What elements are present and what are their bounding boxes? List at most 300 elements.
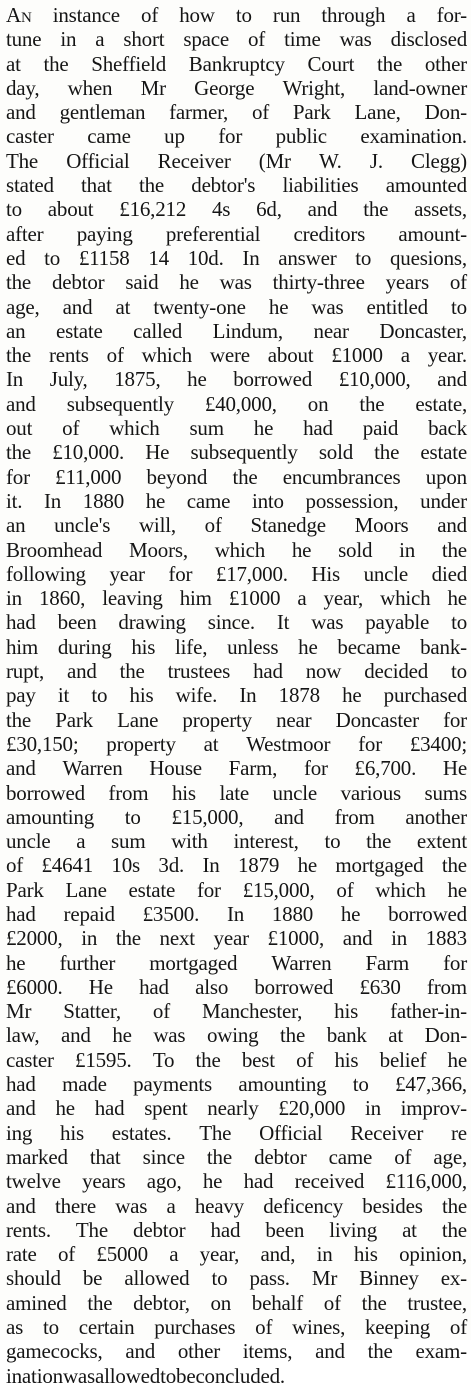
word: The <box>199 1120 232 1145</box>
word: he <box>179 270 199 295</box>
word: years <box>82 1169 126 1194</box>
word: spent <box>144 1096 188 1121</box>
word: at <box>6 51 21 76</box>
word: The <box>75 1217 108 1242</box>
word: since. <box>207 610 255 635</box>
article-line <box>6 562 467 586</box>
word: owing <box>206 1023 259 1048</box>
word: land-owner <box>373 75 467 100</box>
word: another <box>405 804 467 829</box>
word: estate, <box>415 391 467 416</box>
word: of <box>141 3 159 27</box>
word: W. <box>318 148 342 173</box>
word: preferential <box>165 221 261 246</box>
word: behalf <box>251 1290 304 1315</box>
word: In <box>202 853 220 878</box>
word: year, <box>199 1242 240 1267</box>
article-line <box>6 610 467 634</box>
word: and <box>6 391 36 416</box>
word: of <box>449 270 467 295</box>
word: heavy <box>194 1193 244 1218</box>
word: for <box>6 464 30 489</box>
word: 10s <box>111 853 140 878</box>
word: after <box>6 221 44 246</box>
word: bank- <box>420 634 467 659</box>
word: Binney <box>359 1266 419 1291</box>
word: rate <box>6 1242 37 1267</box>
article-line <box>6 538 467 562</box>
word: the <box>195 1047 221 1072</box>
word: and <box>6 1096 36 1121</box>
word: he <box>145 488 166 513</box>
word: at <box>203 731 219 756</box>
word: Lane <box>117 707 159 732</box>
word: £11,000 <box>55 464 122 489</box>
word: that <box>89 1144 121 1169</box>
word: In <box>6 367 24 392</box>
word: the <box>280 1023 306 1048</box>
word: will, <box>138 513 176 538</box>
article-line <box>6 1218 467 1242</box>
article-line <box>6 52 467 76</box>
word: his <box>334 1047 359 1072</box>
article-line <box>6 902 467 926</box>
word: opinion, <box>399 1242 467 1267</box>
word: the <box>441 1217 467 1242</box>
word: and <box>437 513 467 538</box>
word: the <box>232 464 258 489</box>
article-line <box>6 805 467 829</box>
word: under <box>420 488 467 513</box>
word: He <box>88 974 113 999</box>
word: to <box>124 804 141 829</box>
word: which <box>109 416 160 441</box>
word: the <box>374 440 400 465</box>
word: public <box>275 124 327 149</box>
word: the <box>6 440 32 465</box>
word: living <box>329 1217 378 1242</box>
word: near <box>313 318 349 343</box>
word: subsequently <box>66 391 174 416</box>
word: Warren <box>62 756 123 781</box>
article-line <box>6 392 467 416</box>
word: £10,000, <box>338 367 411 392</box>
word: years <box>385 270 429 295</box>
word: said <box>125 270 159 295</box>
word: Doncaster, <box>379 318 467 343</box>
word: uncle <box>6 829 51 854</box>
word: for <box>443 707 467 732</box>
word: space <box>183 27 230 52</box>
word: uncle's <box>54 513 111 538</box>
word: came <box>328 1144 373 1169</box>
word: Receiver <box>350 1120 424 1145</box>
word: to <box>355 245 372 270</box>
word: and <box>125 1339 156 1364</box>
word: was <box>153 1023 186 1048</box>
word: borrowed <box>6 780 85 805</box>
word: decided <box>364 659 429 684</box>
word: Moors, <box>129 537 188 562</box>
article-line <box>6 975 467 999</box>
word: ination <box>6 1363 63 1388</box>
word: a <box>297 586 307 611</box>
word: and, <box>260 1242 296 1267</box>
word: a <box>406 3 416 27</box>
word: Receiver <box>157 148 231 173</box>
word: he <box>342 683 362 708</box>
word: £116,000, <box>385 1169 467 1194</box>
word: made <box>62 1072 107 1097</box>
word: £630 <box>359 974 401 999</box>
word: the <box>441 1193 467 1218</box>
word: amounting <box>238 1072 327 1097</box>
word: age, <box>433 1144 467 1169</box>
word: a <box>95 27 105 52</box>
word: into <box>251 488 284 513</box>
word: to <box>6 197 22 222</box>
word: 1883 <box>425 926 467 951</box>
word: had <box>253 659 283 684</box>
word: the <box>377 51 403 76</box>
word: late <box>219 780 249 805</box>
word: at <box>115 294 131 319</box>
word: Park <box>55 707 93 732</box>
word: for <box>358 731 383 756</box>
word: £5000 <box>96 1242 148 1267</box>
word: since <box>142 1144 185 1169</box>
word: year <box>109 561 145 586</box>
word: to <box>44 245 61 270</box>
word: debtor <box>254 1144 307 1169</box>
article-line <box>6 951 467 975</box>
word: had <box>243 1169 274 1194</box>
word: his <box>129 683 154 708</box>
word: estate <box>55 318 103 343</box>
word: day, <box>6 75 40 100</box>
word: upon <box>425 464 467 489</box>
word: the <box>6 707 32 732</box>
word: him <box>6 634 39 659</box>
word: which <box>380 586 431 611</box>
word: received <box>294 1169 365 1194</box>
word: sold <box>338 537 373 562</box>
word: father-in- <box>390 999 467 1024</box>
word: wife. <box>175 683 218 708</box>
word: the <box>6 270 32 295</box>
word: Park <box>6 877 44 902</box>
word: twelve <box>6 1169 61 1194</box>
word: his <box>60 1120 84 1145</box>
word: Lindum, <box>212 318 283 343</box>
word: and <box>437 367 467 392</box>
word: estate <box>420 440 467 465</box>
word: £6000. <box>6 974 63 999</box>
word: had <box>6 901 36 926</box>
word: and <box>61 1023 91 1048</box>
word: His <box>311 561 340 586</box>
word: besides <box>362 1193 423 1218</box>
article-line <box>6 1266 467 1290</box>
article-line <box>6 100 467 124</box>
word: various <box>340 780 401 805</box>
word: liabilities <box>282 173 359 198</box>
word: In <box>226 901 245 926</box>
article-line <box>6 295 467 319</box>
word: 4s <box>211 197 231 222</box>
word: rents. <box>6 1217 51 1242</box>
word: was <box>62 1363 95 1388</box>
article-line <box>6 635 467 659</box>
word: to <box>160 1363 177 1388</box>
word: Don- <box>424 100 467 125</box>
word: pay <box>6 683 36 708</box>
word: £2000, <box>6 926 63 951</box>
word: He <box>442 756 467 781</box>
word: to <box>451 610 467 635</box>
word: rents <box>48 343 89 368</box>
article-line <box>6 1048 467 1072</box>
word: trustees <box>167 659 231 684</box>
word: amounted <box>385 173 467 198</box>
word: of <box>57 1242 76 1267</box>
word: year, <box>323 586 364 611</box>
word: following <box>6 561 86 586</box>
word: and <box>6 756 36 781</box>
word: was <box>311 294 344 319</box>
word: £6,700. <box>354 756 417 781</box>
word: To <box>152 1047 175 1072</box>
word: re <box>451 1120 467 1145</box>
word: died <box>431 561 467 586</box>
word: had <box>6 610 36 635</box>
word: sums <box>424 780 467 805</box>
word: Sheffield <box>91 51 167 76</box>
word: keeping <box>364 1315 431 1340</box>
word: Moors <box>354 513 409 538</box>
article-line <box>6 465 467 489</box>
word: been <box>265 1217 305 1242</box>
word: £1595. <box>75 1047 132 1072</box>
word: he <box>268 294 289 319</box>
word: An <box>6 3 32 27</box>
word: £20,000 <box>278 1096 346 1121</box>
word: year <box>213 926 249 951</box>
article-line <box>6 878 467 902</box>
word: in <box>399 537 416 562</box>
word: The <box>6 148 39 173</box>
word: near <box>276 707 312 732</box>
article-line <box>6 586 467 610</box>
word: entitled <box>366 294 428 319</box>
word: in <box>391 926 408 951</box>
word: Court <box>307 51 355 76</box>
word: amounting <box>6 804 95 829</box>
word: £1000 <box>331 343 383 368</box>
article-line <box>6 829 467 853</box>
word: £40,000, <box>204 391 277 416</box>
article-line <box>6 853 467 877</box>
word: In <box>242 245 260 270</box>
word: Official <box>66 148 130 173</box>
word: there <box>54 1193 96 1218</box>
word: short <box>123 27 165 52</box>
word: with <box>171 829 208 854</box>
word: Doncaster <box>335 707 419 732</box>
article-line <box>6 1072 467 1096</box>
word: about <box>267 343 314 368</box>
word: in <box>81 926 98 951</box>
word: the <box>115 926 141 951</box>
article-line <box>6 1315 467 1339</box>
word: it. <box>6 488 23 513</box>
word: caster <box>6 124 54 149</box>
word: Bankruptcy <box>188 51 285 76</box>
word: had <box>139 974 169 999</box>
word: borrowed <box>254 974 334 999</box>
word: Broomhead <box>6 537 103 562</box>
word: Mr <box>140 75 166 100</box>
word: for- <box>436 3 467 27</box>
word: in <box>60 27 77 52</box>
word: an <box>6 513 26 538</box>
word: for <box>196 877 221 902</box>
word: bank <box>326 1023 367 1048</box>
word: Farm, <box>228 756 278 781</box>
word: on <box>307 391 329 416</box>
word: should <box>6 1266 61 1291</box>
word: he <box>447 586 467 611</box>
word: be <box>82 1266 103 1291</box>
word: quesions, <box>389 245 467 270</box>
word: extent <box>416 829 467 854</box>
word: subsequently <box>190 440 298 465</box>
article-line <box>6 1364 467 1388</box>
word: of <box>248 27 266 52</box>
word: and <box>66 659 97 684</box>
word: £17,000. <box>215 561 288 586</box>
word: his <box>172 780 196 805</box>
word: House <box>149 756 202 781</box>
word: was <box>311 610 344 635</box>
word: to <box>324 829 341 854</box>
word: and <box>6 100 36 125</box>
word: drawing <box>118 610 186 635</box>
word: to <box>42 1315 59 1340</box>
word: £3500. <box>142 901 200 926</box>
word: he <box>340 901 361 926</box>
word: disclosed <box>390 27 467 52</box>
word: the <box>366 829 392 854</box>
word: year. <box>427 343 467 368</box>
article-line <box>6 1096 467 1120</box>
word: of <box>106 343 124 368</box>
word: Clegg) <box>411 148 467 173</box>
word: 1875, <box>114 367 161 392</box>
word: was <box>219 270 252 295</box>
word: gentleman <box>59 100 146 125</box>
word: had <box>303 416 333 441</box>
word: repaid <box>63 901 115 926</box>
word: £4641 <box>41 853 94 878</box>
word: £15,000, <box>171 804 244 829</box>
word: him <box>179 586 212 611</box>
word: from <box>108 780 149 805</box>
word: from <box>426 974 467 999</box>
word: Park <box>292 100 331 125</box>
word: back <box>428 416 467 441</box>
word: of <box>255 1315 273 1340</box>
word: allowed <box>95 1363 161 1388</box>
word: and <box>274 804 304 829</box>
article-line <box>6 343 467 367</box>
word: debtor, <box>133 1290 190 1315</box>
word: his <box>353 1242 378 1267</box>
word: concluded. <box>195 1363 285 1388</box>
word: he <box>112 1023 132 1048</box>
word: when <box>67 75 113 100</box>
word: the <box>87 1290 113 1315</box>
word: sum <box>111 829 146 854</box>
word: he <box>55 1096 75 1121</box>
word: allowed <box>124 1266 190 1291</box>
word: of <box>251 100 270 125</box>
word: which <box>375 877 426 902</box>
word: of <box>336 877 354 902</box>
word: Wright, <box>282 75 346 100</box>
word: improv- <box>400 1096 467 1121</box>
article-line <box>6 367 467 391</box>
word: Westmoor <box>246 731 331 756</box>
word: for <box>443 950 467 975</box>
word: payable <box>365 610 430 635</box>
article-line <box>6 732 467 756</box>
article-line <box>6 3 467 27</box>
article-line <box>6 999 467 1023</box>
article-line <box>6 1169 467 1193</box>
word: debtor <box>133 1217 186 1242</box>
word: purchases <box>154 1315 236 1340</box>
word: a <box>169 1242 179 1267</box>
word: a <box>166 1193 176 1218</box>
word: July, <box>49 367 88 392</box>
word: 6d, <box>256 197 282 222</box>
word: £1000, <box>267 926 325 951</box>
article-body <box>6 3 467 1388</box>
word: 1879 <box>237 853 280 878</box>
word: from <box>334 804 375 829</box>
word: as <box>6 1315 24 1340</box>
word: purchased <box>383 683 467 708</box>
word: payments <box>133 1072 213 1097</box>
word: belief <box>379 1047 427 1072</box>
word: best <box>241 1047 275 1072</box>
word: he <box>202 1169 223 1194</box>
word: instance <box>52 3 120 27</box>
word: also <box>195 974 229 999</box>
word: examination. <box>360 124 467 149</box>
word: life, <box>175 634 208 659</box>
word: and <box>342 926 373 951</box>
word: further <box>59 950 116 975</box>
word: Official <box>259 1120 323 1145</box>
word: about <box>47 197 94 222</box>
article-line <box>6 1023 467 1047</box>
word: of <box>394 1144 412 1169</box>
article-line <box>6 489 467 513</box>
word: thirty-three <box>272 270 365 295</box>
word: been <box>57 610 97 635</box>
